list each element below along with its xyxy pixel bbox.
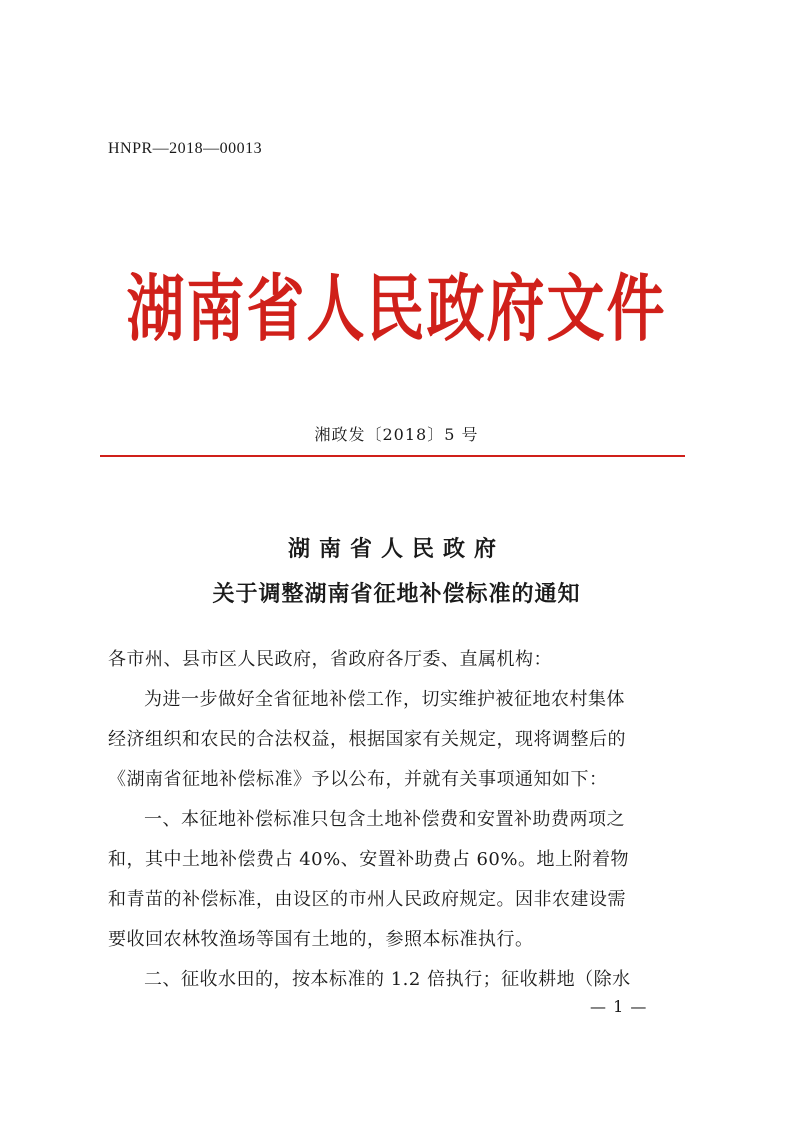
body-addressee: 各市州、县市区人民政府，省政府各厅委、直属机构： bbox=[108, 649, 552, 670]
document-number: 湘政发〔2018〕5 号 bbox=[314, 425, 479, 444]
document-title-issuer: 湖南省人民政府 bbox=[287, 537, 505, 562]
body-line: 和，其中土地补偿费占 40%、安置补助费占 60%。地上附着物 bbox=[108, 849, 629, 870]
body-line: 要收回农林牧渔场等国有土地的，参照本标准执行。 bbox=[108, 929, 534, 950]
body-line: 二、征收水田的，按本标准的 1.2 倍执行；征收耕地（除水 bbox=[144, 969, 631, 990]
document-masthead: 湖南省人民政府文件 bbox=[126, 266, 667, 352]
body-line: 《湖南省征地补偿标准》予以公布，并就有关事项通知如下： bbox=[108, 769, 608, 790]
page-number: — 1 — bbox=[590, 997, 648, 1016]
masthead-divider bbox=[100, 455, 685, 457]
body-line: 为进一步做好全省征地补偿工作，切实维护被征地农村集体 bbox=[144, 689, 625, 710]
body-line: 一、本征地补偿标准只包含土地补偿费和安置补助费两项之 bbox=[144, 809, 625, 830]
body-line: 经济组织和农民的合法权益，根据国家有关规定，现将调整后的 bbox=[108, 729, 626, 750]
document-body bbox=[108, 640, 688, 1000]
document-code: HNPR—2018—00013 bbox=[108, 140, 263, 157]
body-line: 和青苗的补偿标准，由设区的市州人民政府规定。因非农建设需 bbox=[108, 889, 626, 910]
document-title-subject: 关于调整湖南省征地补偿标准的通知 bbox=[212, 582, 581, 607]
